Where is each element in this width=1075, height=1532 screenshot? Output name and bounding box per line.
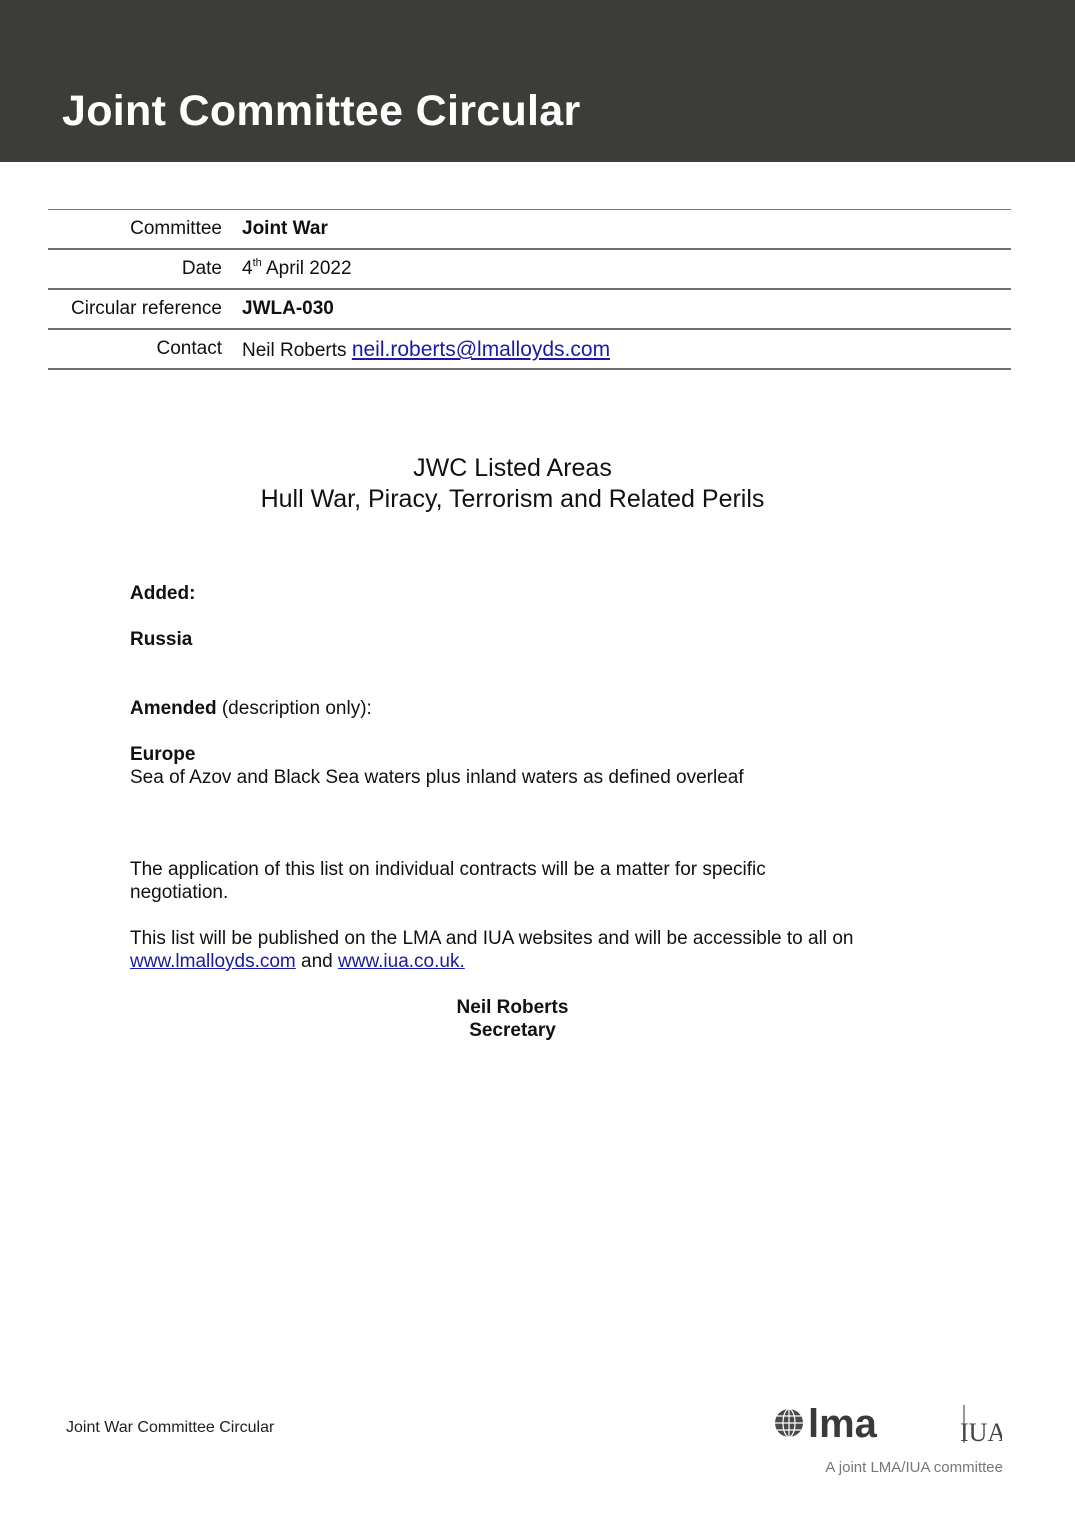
added-item: Russia bbox=[130, 629, 193, 650]
amended-heading: Amended bbox=[130, 698, 217, 719]
signature-role: Secretary bbox=[469, 1020, 556, 1041]
circular-details-table bbox=[48, 209, 1011, 370]
iua-logo-icon bbox=[958, 1403, 1002, 1447]
iua-link[interactable]: www.iua.co.uk. bbox=[338, 951, 465, 972]
published-line2 bbox=[130, 950, 465, 973]
contact-name: Neil Roberts bbox=[242, 340, 352, 361]
added-heading: Added: bbox=[130, 583, 196, 604]
contact-email-link[interactable]: neil.roberts@lmalloyds.com bbox=[351, 338, 611, 361]
date-suffix: th bbox=[252, 257, 262, 269]
date-label: Date bbox=[181, 258, 222, 279]
amended-line bbox=[130, 697, 372, 720]
date-value bbox=[242, 258, 352, 280]
iua-logo bbox=[958, 1403, 1002, 1452]
document-title-line1: JWC Listed Areas bbox=[413, 454, 612, 482]
application-line1: The application of this list on individual contracts will be a matter for specific bbox=[130, 859, 766, 880]
date-rest: April 2022 bbox=[261, 258, 352, 279]
application-line2: negotiation. bbox=[130, 882, 229, 903]
published-line1: This list will be published on the LMA and IUA websites and will be accessible to all on bbox=[130, 928, 854, 949]
header-banner bbox=[0, 0, 1075, 162]
reference-value: JWLA-030 bbox=[242, 298, 334, 319]
signature-name: Neil Roberts bbox=[456, 997, 569, 1018]
lma-logo bbox=[773, 1404, 898, 1449]
europe-heading: Europe bbox=[130, 744, 196, 765]
date-row bbox=[48, 250, 1011, 290]
amended-note: (description only): bbox=[216, 698, 372, 719]
committee-row bbox=[48, 210, 1011, 250]
reference-label: Circular reference bbox=[71, 298, 222, 319]
reference-row bbox=[48, 290, 1011, 330]
document-title-line2: Hull War, Piracy, Terrorism and Related Perils bbox=[260, 485, 765, 513]
europe-text: Sea of Azov and Black Sea waters plus inland waters as defined overleaf bbox=[130, 767, 744, 788]
committee-value: Joint War bbox=[242, 218, 328, 239]
page-title: Joint Committee Circular bbox=[62, 87, 581, 135]
lma-logo-icon bbox=[773, 1404, 898, 1444]
iua-logo-text: IUA bbox=[960, 1418, 1002, 1447]
footer-committee-note: A joint LMA/IUA committee bbox=[825, 1459, 1003, 1476]
footer-title: Joint War Committee Circular bbox=[66, 1419, 275, 1436]
committee-label: Committee bbox=[130, 218, 222, 239]
link-and: and bbox=[295, 951, 339, 972]
contact-row bbox=[48, 330, 1011, 370]
contact-label: Contact bbox=[156, 338, 222, 359]
lma-logo-text: lma bbox=[808, 1404, 877, 1444]
contact-value bbox=[242, 338, 610, 362]
date-day: 4 bbox=[242, 258, 253, 279]
lmalloyds-link[interactable]: www.lmalloyds.com bbox=[130, 951, 296, 972]
